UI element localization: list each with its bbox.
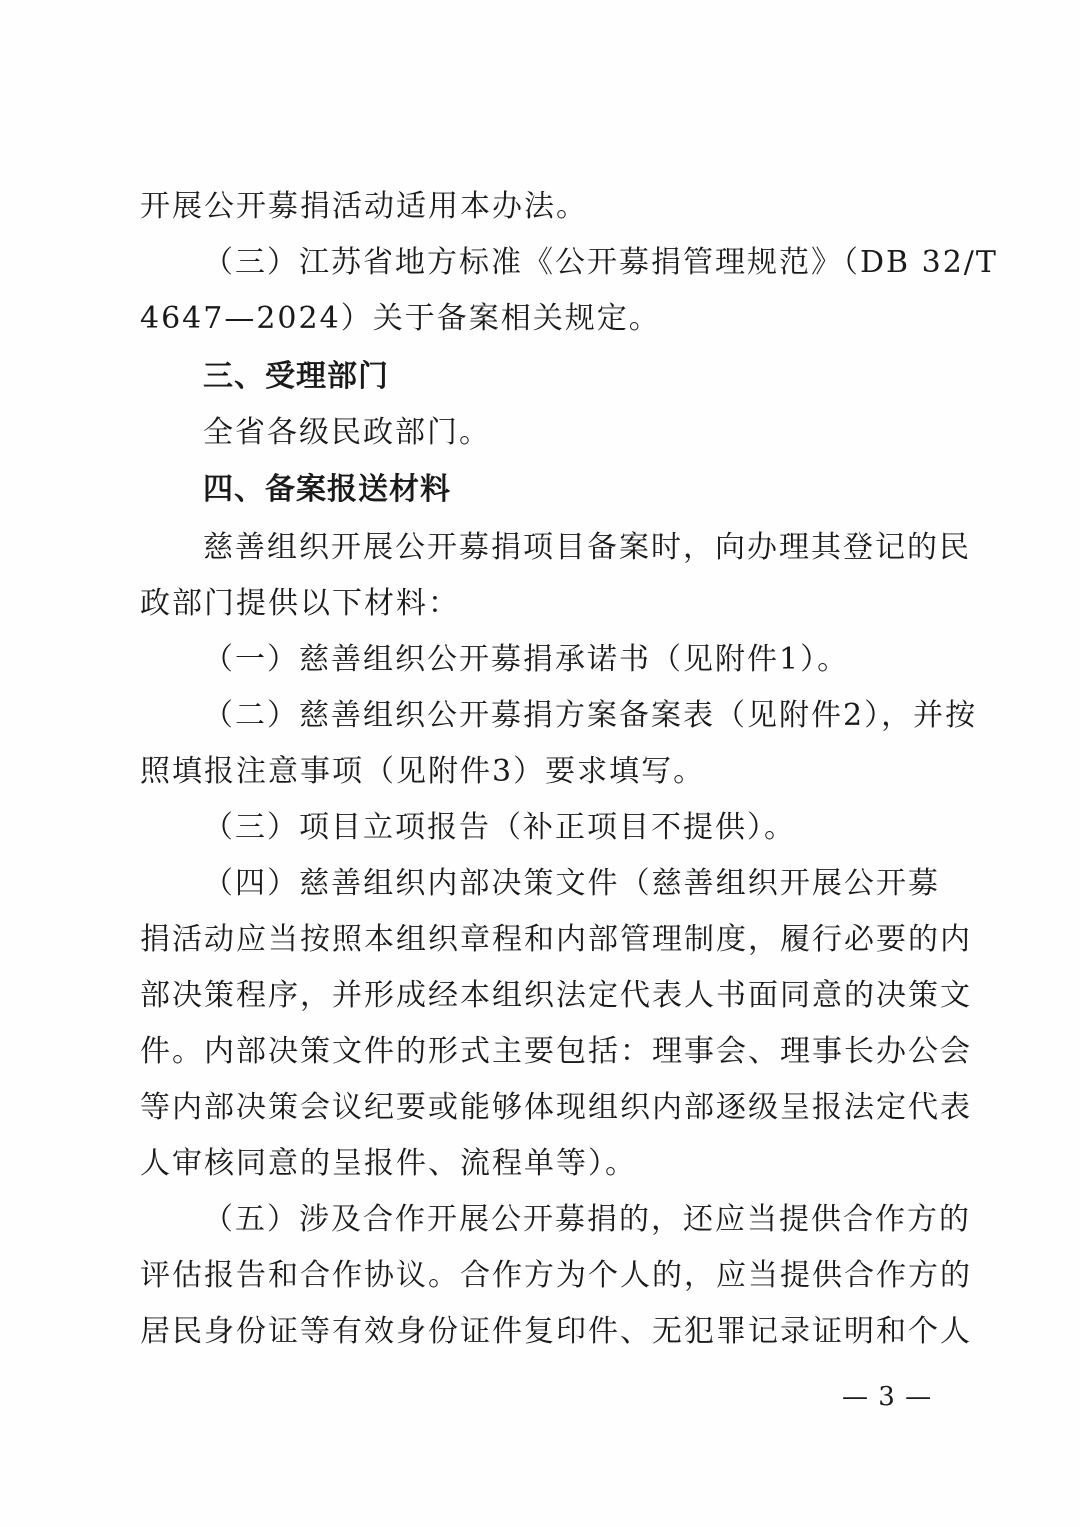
body-text-line: 开展公开募捐活动适用本办法。	[140, 189, 588, 224]
clause-3-line: （三）江苏省地方标准《公开募捐管理规范》（DB 32/T	[203, 245, 998, 280]
body-text-line: 居民身份证等有效身份证件复印件、无犯罪记录证明和个人	[140, 1314, 972, 1349]
body-text-line: 慈善组织开展公开募捐项目备案时，向办理其登记的民	[203, 530, 971, 565]
page-number: — 3 —	[842, 1382, 933, 1412]
section-heading-accepting-department: 三、受理部门	[203, 359, 389, 394]
body-text-line: 照填报注意事项（见附件3）要求填写。	[140, 754, 706, 789]
body-text-line: 政部门提供以下材料：	[140, 586, 460, 621]
body-text-line: 捐活动应当按照本组织章程和内部管理制度，履行必要的内	[140, 922, 972, 957]
clause-4-line: （四）慈善组织内部决策文件（慈善组织开展公开募	[203, 866, 940, 901]
clause-5-line: （五）涉及合作开展公开募捐的，还应当提供合作方的	[203, 1202, 971, 1237]
body-text-line: 部决策程序，并形成经本组织法定代表人书面同意的决策文	[140, 978, 972, 1013]
section-heading-filing-materials: 四、备案报送材料	[203, 472, 451, 507]
clause-1-line: （一）慈善组织公开募捐承诺书（见附件1）。	[203, 642, 850, 677]
body-text-line: 4647—2024）关于备案相关规定。	[140, 301, 661, 336]
body-text-line: 人审核同意的呈报件、流程单等）。	[140, 1146, 637, 1181]
body-text-line: 等内部决策会议纪要或能够体现组织内部逐级呈报法定代表	[140, 1090, 972, 1125]
clause-2-line: （二）慈善组织公开募捐方案备案表（见附件2），并按	[203, 698, 978, 733]
clause-3-line: （三）项目立项报告（补正项目不提供）。	[203, 810, 796, 845]
body-text-line: 全省各级民政部门。	[203, 415, 491, 450]
body-text-line: 评估报告和合作协议。合作方为个人的，应当提供合作方的	[140, 1258, 972, 1293]
body-text-line: 件。内部决策文件的形式主要包括：理事会、理事长办公会	[140, 1034, 972, 1069]
